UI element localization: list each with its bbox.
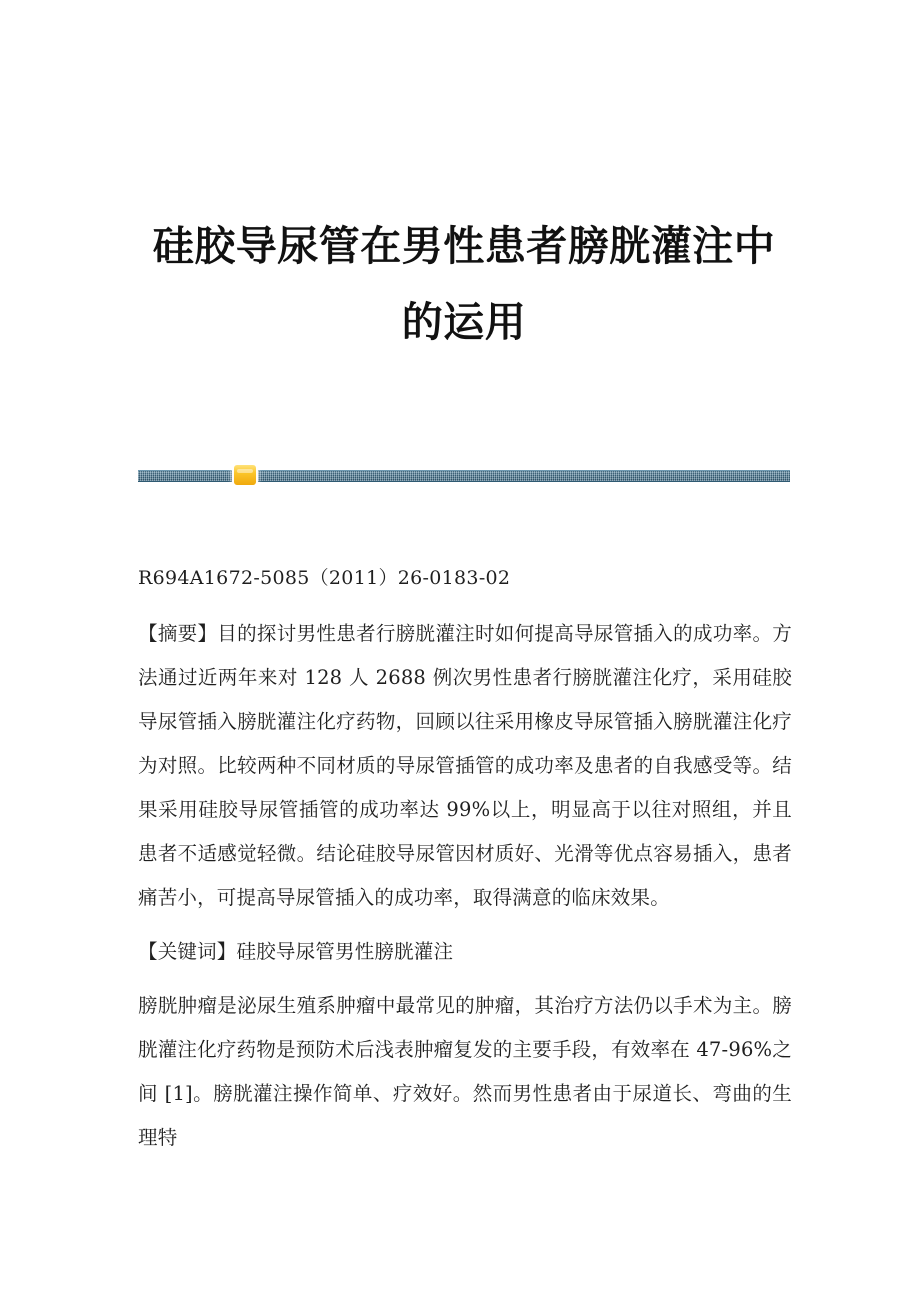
title-block — [138, 208, 790, 360]
decorative-divider — [138, 464, 790, 488]
body-paragraph: 膀胱肿瘤是泌尿生殖系肿瘤中最常见的肿瘤，其治疗方法仍以手术为主。膀胱灌注化疗药物是预防术后浅表肿瘤复发的主要手段，有效率在 47-96%之间 [1]。膀胱灌注操作简单、疗效好。然而男性患者由于尿道长、弯曲的生理特 — [138, 994, 792, 1149]
gold-square-ornament-icon — [234, 465, 256, 485]
classification-line: R694A1672-5085（2011）26-0183-02 — [138, 567, 511, 589]
page-title: 硅胶导尿管在男性患者膀胱灌注中的运用 — [152, 222, 776, 346]
abstract-paragraph: 【摘要】目的探讨男性患者行膀胱灌注时如何提高导尿管插入的成功率。方法通过近两年来对 128 人 2688 例次男性患者行膀胱灌注化疗，采用硅胶导尿管插入膀胱灌注化疗药物，回顾以往采用橡皮导尿管插入膀胱灌注化疗为对照。比较两种不同材质的导尿管插管的成功率及患者的自我感受等。结果采用硅胶导尿管插管的成功率达 99%以上，明显高于以往对照组，并且患者不适感觉轻微。结论硅胶导尿管因材质好、光滑等优点容易插入，患者痛苦小，可提高导尿管插入的成功率，取得满意的临床效果。 — [138, 622, 792, 909]
content-column — [138, 556, 792, 1160]
keywords-paragraph: 【关键词】硅胶导尿管男性膀胱灌注 — [138, 940, 454, 963]
